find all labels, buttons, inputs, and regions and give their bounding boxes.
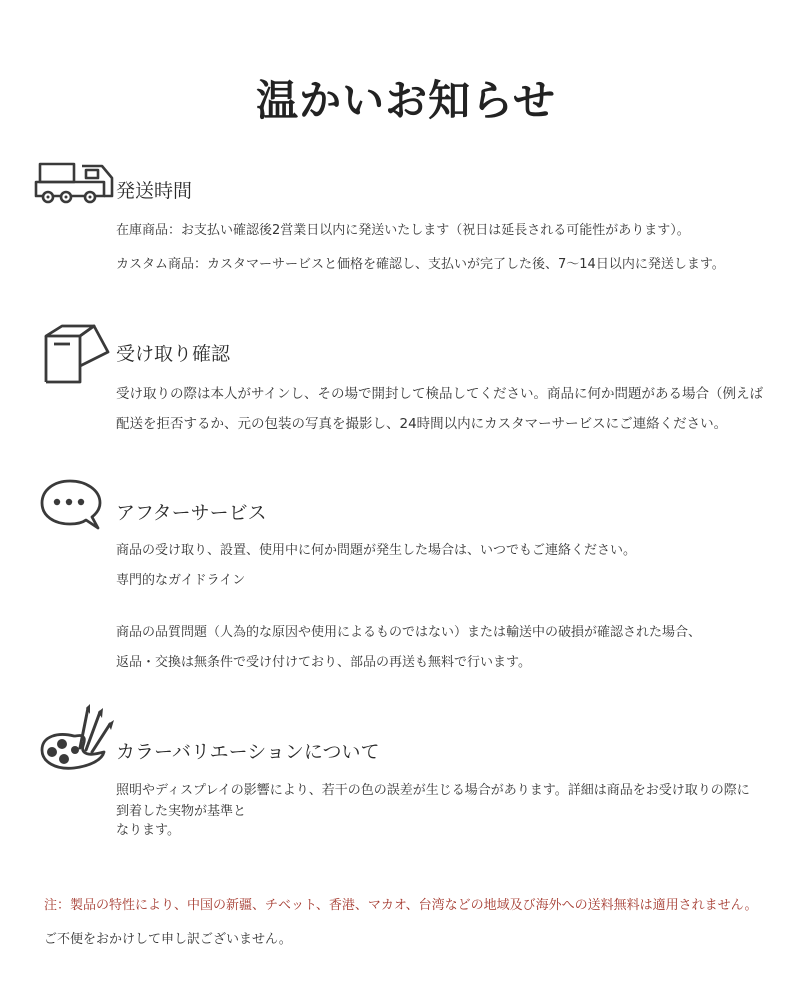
chat-bubble-icon <box>38 478 104 534</box>
shipping-line-2: カスタム商品：カスタマーサービスと価格を確認し、支払いが完了した後、7〜14日以内に発送します。 <box>116 257 725 272</box>
aftercare-line-2: 専門的なガイドライン <box>116 573 246 588</box>
receipt-line-1: 受け取りの際は本人がサインし、その場で開封して検品してください。商品に何か問題がある場合（例えば <box>116 386 764 402</box>
shipping-line-1: 在庫商品：お支払い確認後2営業日以内に発送いたします（祝日は延長される可能性があります）。 <box>116 223 690 238</box>
receipt-line-2: 配送を拒否するか、元の包装の写真を撮影し、24時間以内にカスタマーサービスにご連絡ください。 <box>116 416 728 432</box>
color-line-2: 到着した実物が基準と <box>116 804 247 819</box>
truck-icon <box>34 160 116 206</box>
color-heading: カラーバリエーションについて <box>116 741 380 763</box>
shipping-heading: 発送時間 <box>116 180 193 202</box>
receipt-heading: 受け取り確認 <box>116 343 231 365</box>
color-line-1: 照明やディスプレイの影響により、若干の色の誤差が生じる場合があります。詳細は商品をお受け取りの際に <box>116 783 750 798</box>
package-icon <box>40 324 112 386</box>
aftercare-line-1: 商品の受け取り、設置、使用中に何か問題が発生した場合は、いつでもご連絡ください。 <box>116 543 637 558</box>
aftercare-line-4: 返品・交換は無条件で受け付けており、部品の再送も無料で行います。 <box>116 655 531 670</box>
shipping-warning: 注：製品の特性により、中国の新疆、チベット、香港、マカオ、台湾などの地域及び海外への送料無料は適用されません。 <box>44 898 758 913</box>
aftercare-line-3: 商品の品質問題（人為的な原因や使用によるものではない）または輸送中の破損が確認された場合、 <box>116 625 702 640</box>
palette-icon <box>38 702 116 772</box>
page-title: 温かいお知らせ <box>256 76 556 125</box>
color-line-3: なります。 <box>116 823 180 838</box>
aftercare-heading: アフターサービス <box>116 502 267 524</box>
apology-text: ご不便をおかけして申し訳ございません。 <box>44 932 292 947</box>
